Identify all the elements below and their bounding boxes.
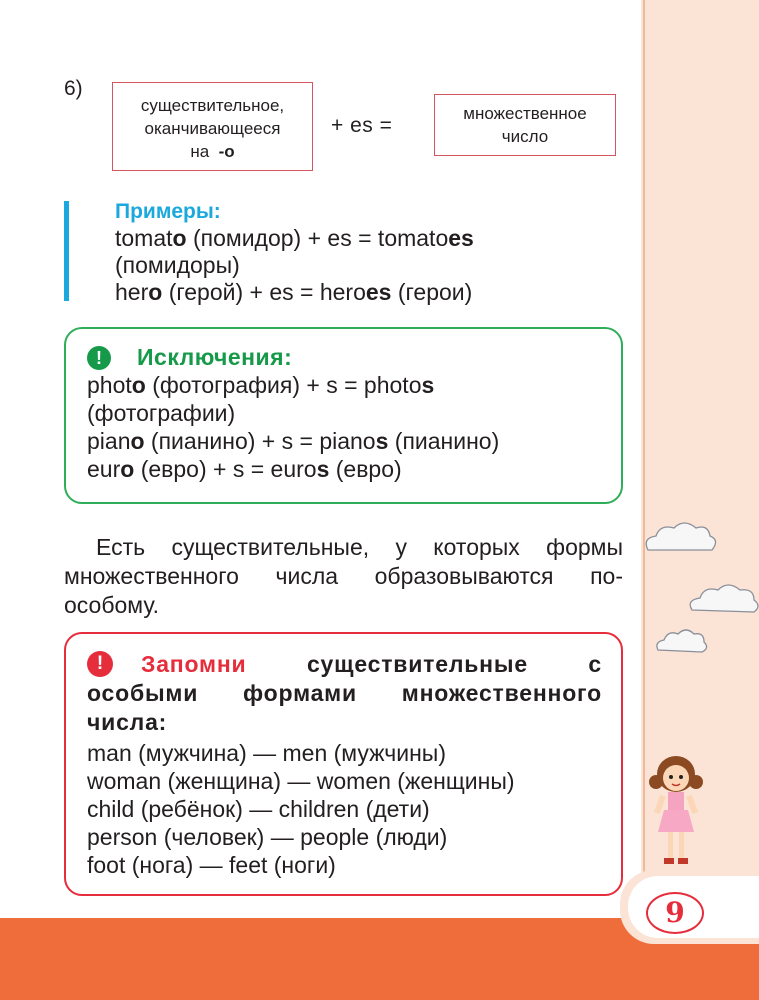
exceptions-title: Исключения: bbox=[137, 344, 293, 370]
example-line: hero (герой) + es = heroes (герои) bbox=[115, 279, 473, 305]
exception-line: piano (пианино) + s = pianos (пианино) bbox=[87, 428, 500, 454]
rule-box-plural bbox=[434, 94, 616, 156]
body-paragraph: Есть существительные, у которых формы множественного числа образовываются по-особому. bbox=[64, 534, 623, 618]
examples-title: Примеры: bbox=[115, 200, 221, 223]
list-item: person (человек) — people (люди) bbox=[87, 824, 448, 850]
rule-box-noun-ending: -o bbox=[218, 142, 235, 161]
list-item: woman (женщина) — women (женщины) bbox=[87, 768, 515, 794]
exclamation-icon: ! bbox=[87, 651, 113, 677]
list-item: foot (нога) — feet (ноги) bbox=[87, 852, 336, 878]
side-divider bbox=[643, 0, 645, 918]
remember-heading bbox=[87, 650, 602, 737]
remember-title-rest: существительные с особыми формами множественного числа: bbox=[87, 651, 602, 735]
rule-box-noun-line2: оканчивающееся bbox=[144, 119, 281, 138]
exception-line: euro (евро) + s = euros (евро) bbox=[87, 456, 402, 482]
list-item: man (мужчина) — men (мужчины) bbox=[87, 740, 446, 766]
examples-accent-bar bbox=[64, 201, 69, 301]
rule-box-noun-line3 bbox=[113, 140, 312, 163]
rule-number: 6) bbox=[64, 77, 83, 100]
exception-line: photo (фотография) + s = photos bbox=[87, 372, 435, 398]
example-line: (помидоры) bbox=[115, 252, 240, 278]
list-item: child (ребёнок) — children (дети) bbox=[87, 796, 430, 822]
examples-block bbox=[115, 198, 474, 306]
example-line: tomato (помидор) + es = tomatoes bbox=[115, 225, 474, 251]
rule-box-plural-line1: множественное bbox=[463, 104, 587, 123]
girl-illustration bbox=[646, 752, 706, 870]
exception-line: (фотографии) bbox=[87, 400, 236, 426]
remember-list bbox=[87, 739, 515, 879]
rule-box-noun-line1: существительное, bbox=[140, 96, 285, 115]
rule-formula: + es = bbox=[331, 114, 393, 137]
rule-box-plural-line2: число bbox=[501, 127, 549, 146]
rule-box-noun bbox=[112, 82, 313, 171]
exceptions-content bbox=[87, 343, 499, 483]
rule-box-noun-prefix: на bbox=[190, 142, 210, 161]
page-number: 9 bbox=[646, 892, 704, 934]
remember-title-red: Запомни bbox=[141, 651, 247, 677]
clouds-illustration bbox=[640, 520, 759, 680]
exclamation-icon: ! bbox=[87, 346, 111, 370]
